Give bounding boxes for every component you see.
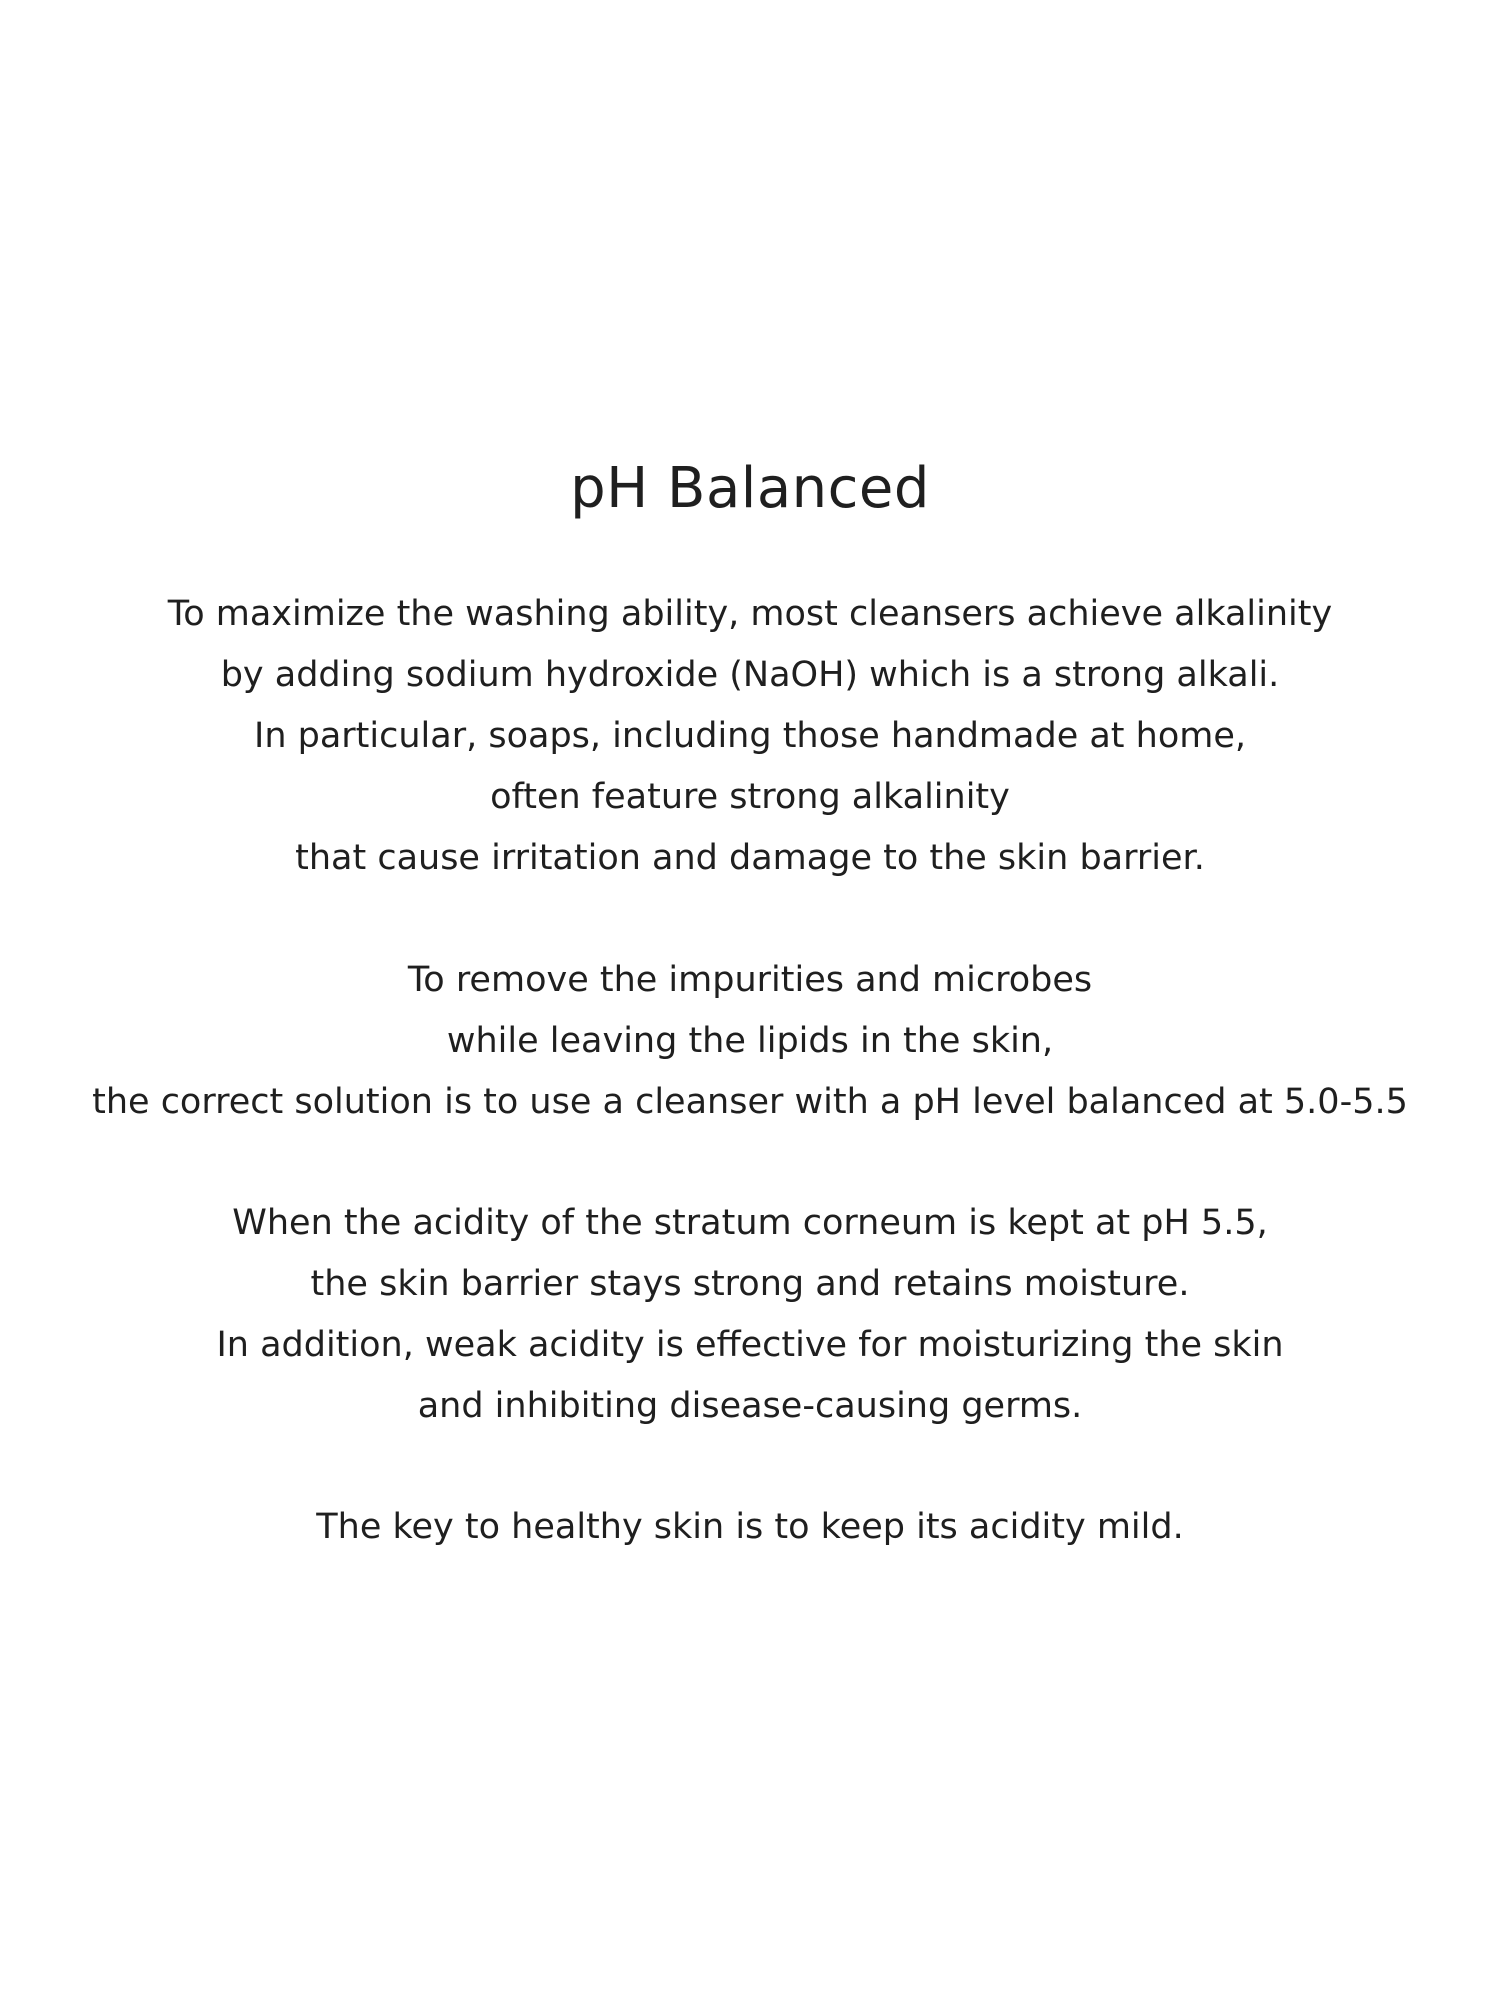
paragraph-key-message [0,1497,1500,1558]
paragraph-solution [0,950,1500,1133]
paragraph-line: while leaving the lipids in the skin, [446,1021,1054,1061]
paragraph-acidity [0,1193,1500,1437]
paragraph-line: In particular, soaps, including those handmade at home, [254,716,1246,756]
paragraph-alkalinity [0,584,1500,889]
paragraph-line: To remove the impurities and microbes [407,960,1093,1000]
paragraph-line: and inhibiting disease-causing germs. [417,1386,1083,1426]
paragraph-line: that cause irritation and damage to the skin barrier. [295,838,1205,878]
paragraph-line: often feature strong alkalinity [490,777,1010,817]
paragraph-line: When the acidity of the stratum corneum is kept at pH 5.5, [232,1203,1268,1243]
paragraph-line: the skin barrier stays strong and retains moisture. [310,1264,1190,1304]
paragraph-line: To maximize the washing ability, most cleansers achieve alkalinity [167,594,1333,634]
paragraph-line: In addition, weak acidity is effective for moisturizing the skin [216,1325,1284,1365]
paragraph-line: by adding sodium hydroxide (NaOH) which is a strong alkali. [220,655,1280,695]
paragraph-line: the correct solution is to use a cleanser with a pH level balanced at 5.0-5.5 [92,1082,1408,1122]
paragraph-line: The key to healthy skin is to keep its acidity mild. [316,1507,1184,1547]
page-title: pH Balanced [570,456,930,521]
